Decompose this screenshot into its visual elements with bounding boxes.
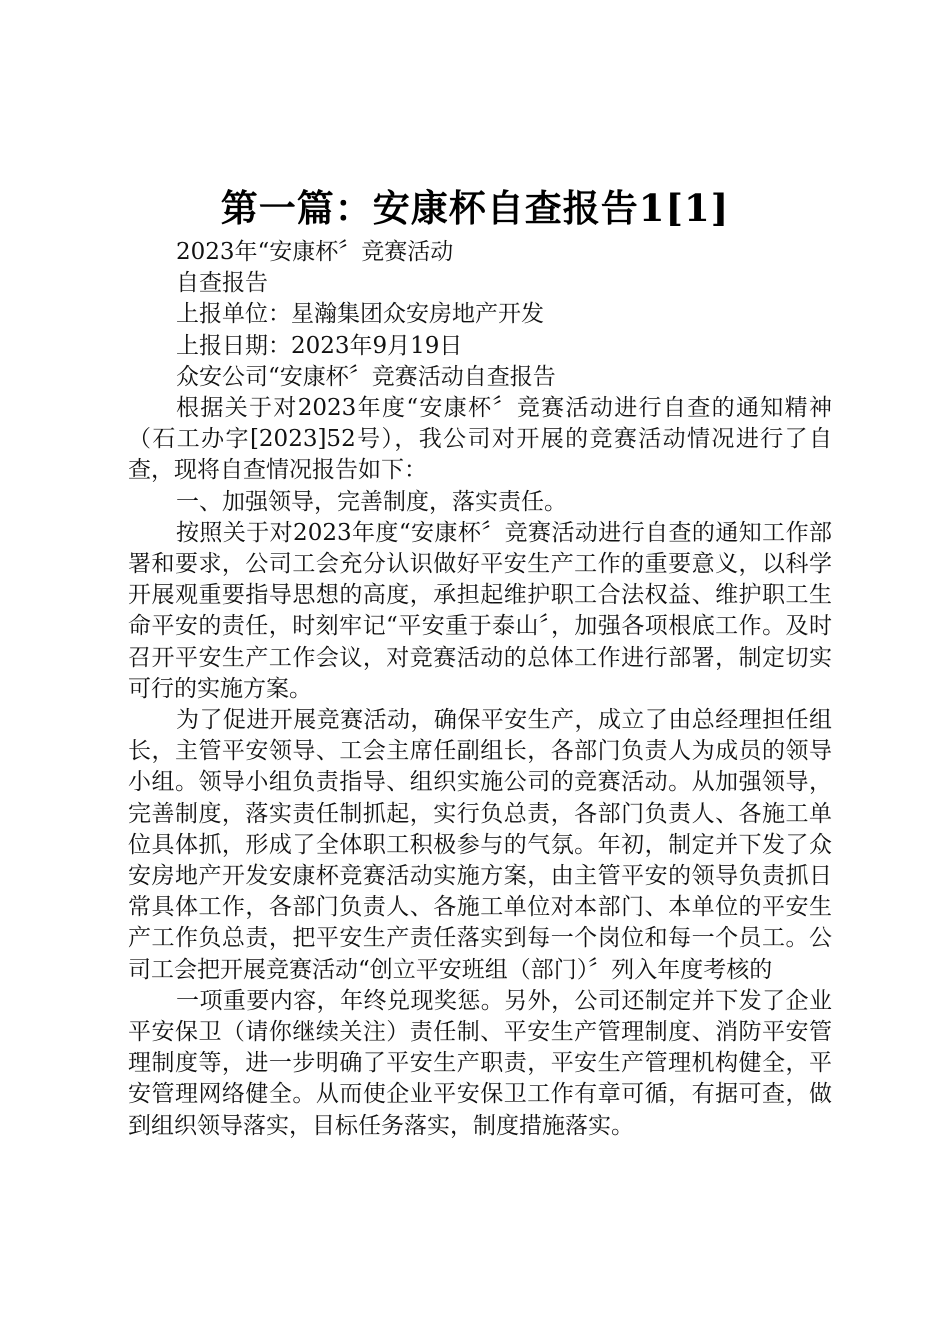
paragraph-leadership-group: 为了促进开展竞赛活动，确保平安生产，成立了由总经理担任组长，主管平安领导、工会主席任副组长，各部门负责人为成员的领导小组。领导小组负责指导、组织实施公司的竞赛活动。从加强领导，完善制度，落实责任制抓起，实行负总责，各部门负责人、各施工单位具体抓，形成了全体职工积极参与的气氛。年初，制定并下发了众安房地产开发安康杯竞赛活动实施方案，由主管平安的领导负责抓日常具体工作，各部门负责人、各施工单位对本部门、本单位的平安生产工作负总责，把平安生产责任落实到每一个岗位和每一个员工。公司工会把开展竞赛活动“创立平安班组（部门）〞列入年度考核的 — [128, 707, 832, 983]
header-line-report-label: 自查报告 — [176, 270, 268, 297]
header-line-report-subtitle: 众安公司“安康杯〞竞赛活动自查报告 — [176, 363, 556, 390]
document-body — [128, 237, 832, 1142]
document-title: 第一篇：安康杯自查报告1[1] — [220, 186, 730, 230]
header-line-contest-name: 2023年“安康杯〞竞赛活动 — [176, 239, 454, 265]
header-line-report-date: 上报日期：2023年9月19日 — [176, 332, 463, 359]
header-line-reporting-unit: 上报单位：星瀚集团众安房地产开发 — [176, 301, 544, 328]
paragraph-deployment: 按照关于对2023年度“安康杯〞竞赛活动进行自查的通知工作部署和要求，公司工会充分认识做好平安生产工作的重要意义，以科学开展观重要指导思想的高度，承担起维护职工合法权益、维护职工生命平安的责任，时刻牢记“平安重于泰山〞，加强各项根底工作。及时召开平安生产工作会议，对竞赛活动的总体工作进行部署，制定切实可行的实施方案。 — [128, 519, 832, 702]
section-heading-1: 一、加强领导，完善制度，落实责任。 — [176, 488, 567, 515]
paragraph-systems: 一项重要内容，年终兑现奖惩。另外，公司还制定并下发了企业平安保卫（请你继续关注）责任制、平安生产管理制度、消防平安管理制度等，进一步明确了平安生产职责，平安生产管理机构健全，平安管理网络健全。从而使企业平安保卫工作有章可循，有据可查，做到组织领导落实，目标任务落实，制度措施落实。 — [128, 987, 832, 1139]
paragraph-intro: 根据关于对2023年度“安康杯〞竞赛活动进行自查的通知精神（石工办字[2023]52号），我公司对开展的竞赛活动情况进行了自查，现将自查情况报告如下： — [128, 395, 832, 484]
